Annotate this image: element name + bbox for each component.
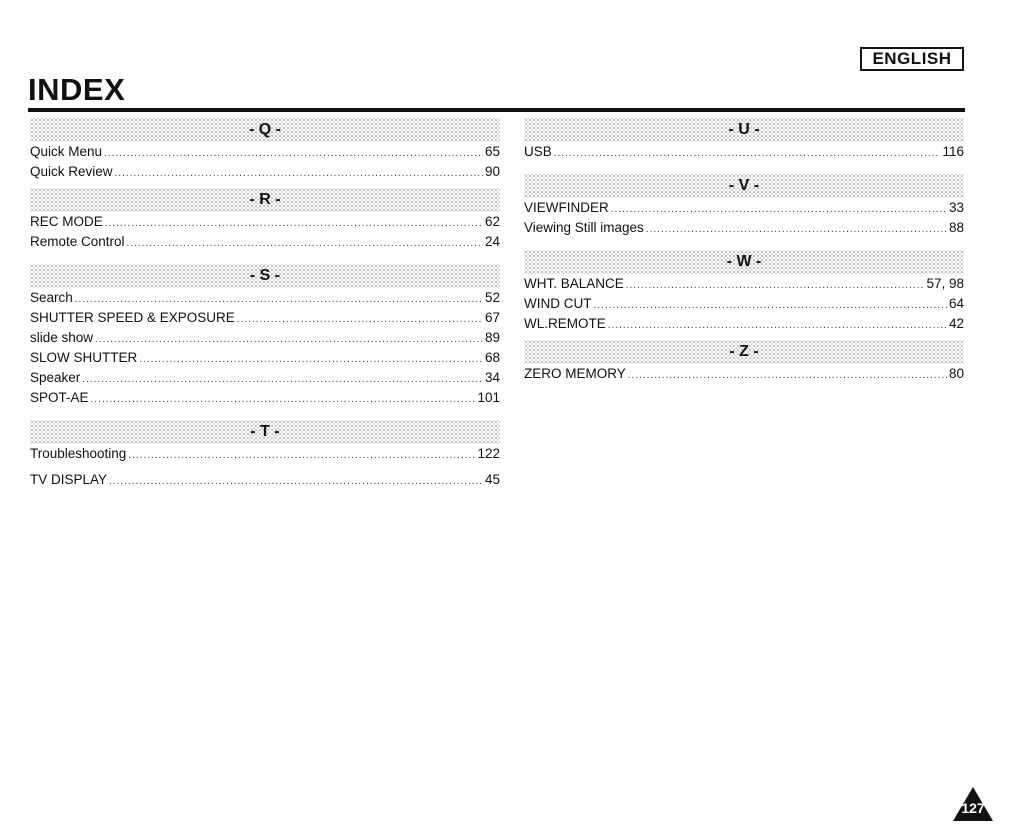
entry-term: SLOW SHUTTER — [30, 350, 138, 365]
index-entry — [30, 288, 500, 308]
index-entry — [524, 294, 964, 314]
index-entry — [30, 212, 500, 232]
dot-leader — [109, 472, 483, 492]
section-header-z — [524, 340, 964, 364]
index-entry — [30, 444, 500, 464]
dot-leader — [646, 220, 947, 240]
language-label: ENGLISH — [872, 49, 952, 68]
index-entry — [30, 348, 500, 368]
entry-term: VIEWFINDER — [524, 200, 609, 215]
index-entry — [524, 314, 964, 334]
dot-leader — [554, 144, 941, 164]
entry-page: 57, 98 — [926, 276, 964, 291]
dot-leader — [594, 296, 947, 316]
entry-term: SHUTTER SPEED & EXPOSURE — [30, 310, 235, 325]
index-entry — [30, 388, 500, 408]
dot-leader — [237, 310, 483, 330]
index-entry — [30, 368, 500, 388]
entry-term: Troubleshooting — [30, 446, 127, 461]
entry-term: Speaker — [30, 370, 81, 385]
entry-page: 88 — [948, 220, 964, 235]
section-letter: - U - — [728, 121, 760, 138]
entry-term: WL.REMOTE — [524, 316, 606, 331]
entry-page: 33 — [948, 200, 964, 215]
dot-leader — [128, 446, 475, 466]
section-header-u — [524, 118, 964, 142]
index-entry — [524, 364, 964, 384]
entry-page: 64 — [948, 296, 964, 311]
section-header-t — [30, 420, 500, 444]
entry-page: 122 — [477, 446, 500, 461]
dot-leader — [139, 350, 483, 370]
index-entry — [524, 198, 964, 218]
dot-leader — [82, 370, 483, 390]
section-letter: - Z - — [729, 343, 759, 360]
dot-leader — [611, 200, 947, 220]
dot-leader — [115, 164, 483, 184]
index-entry — [30, 162, 500, 182]
page-number: 127 — [961, 800, 985, 816]
section-header-r — [30, 188, 500, 212]
section-letter: - T - — [250, 423, 280, 440]
language-badge — [860, 47, 964, 71]
section-letter: - S - — [249, 267, 281, 284]
index-entry — [30, 308, 500, 328]
entry-page: 45 — [484, 472, 500, 487]
entry-page: 89 — [484, 330, 500, 345]
page-number-marker — [952, 786, 994, 822]
section-letter: - Q - — [249, 121, 281, 138]
index-entry — [524, 274, 964, 294]
entry-page: 116 — [942, 144, 964, 159]
index-entry — [30, 470, 500, 490]
entry-page: 42 — [948, 316, 964, 331]
index-entry — [30, 328, 500, 348]
entry-term: Search — [30, 290, 73, 305]
entry-term: REC MODE — [30, 214, 103, 229]
entry-page: 24 — [484, 234, 500, 249]
section-letter: - W - — [726, 253, 762, 270]
section-header-v — [524, 174, 964, 198]
entry-term: WIND CUT — [524, 296, 592, 311]
dot-leader — [626, 276, 925, 296]
entry-term: Quick Review — [30, 164, 113, 179]
entry-term: WHT. BALANCE — [524, 276, 624, 291]
dot-leader — [105, 214, 483, 234]
entry-page: 101 — [477, 390, 500, 405]
page-title: INDEX — [28, 72, 126, 107]
entry-term: Remote Control — [30, 234, 125, 249]
entry-page: 52 — [484, 290, 500, 305]
entry-term: TV DISPLAY — [30, 472, 108, 487]
section-letter: - V - — [728, 177, 760, 194]
dot-leader — [127, 234, 483, 254]
section-header-s — [30, 264, 500, 288]
entry-term: Viewing Still images — [524, 220, 644, 235]
entry-page: 62 — [484, 214, 500, 229]
title-rule — [28, 108, 965, 112]
entry-page: 90 — [484, 164, 500, 179]
entry-page: 80 — [948, 366, 964, 381]
dot-leader — [608, 316, 947, 336]
entry-page: 65 — [484, 144, 500, 159]
index-entry — [30, 142, 500, 162]
entry-term: SPOT-AE — [30, 390, 89, 405]
entry-term: slide show — [30, 330, 94, 345]
entry-term: ZERO MEMORY — [524, 366, 626, 381]
dot-leader — [95, 330, 483, 350]
index-entry — [524, 142, 964, 162]
dot-leader — [91, 390, 476, 410]
dot-leader — [104, 144, 483, 164]
section-header-q — [30, 118, 500, 142]
dot-leader — [628, 366, 947, 386]
index-entry — [30, 232, 500, 252]
entry-term: Quick Menu — [30, 144, 103, 159]
section-header-w — [524, 250, 964, 274]
index-column-left — [30, 118, 500, 490]
index-entry — [524, 218, 964, 238]
dot-leader — [75, 290, 483, 310]
entry-page: 34 — [484, 370, 500, 385]
entry-page: 68 — [484, 350, 500, 365]
section-letter: - R - — [249, 191, 281, 208]
index-column-right — [524, 118, 964, 384]
entry-term: USB — [524, 144, 552, 159]
entry-page: 67 — [484, 310, 500, 325]
